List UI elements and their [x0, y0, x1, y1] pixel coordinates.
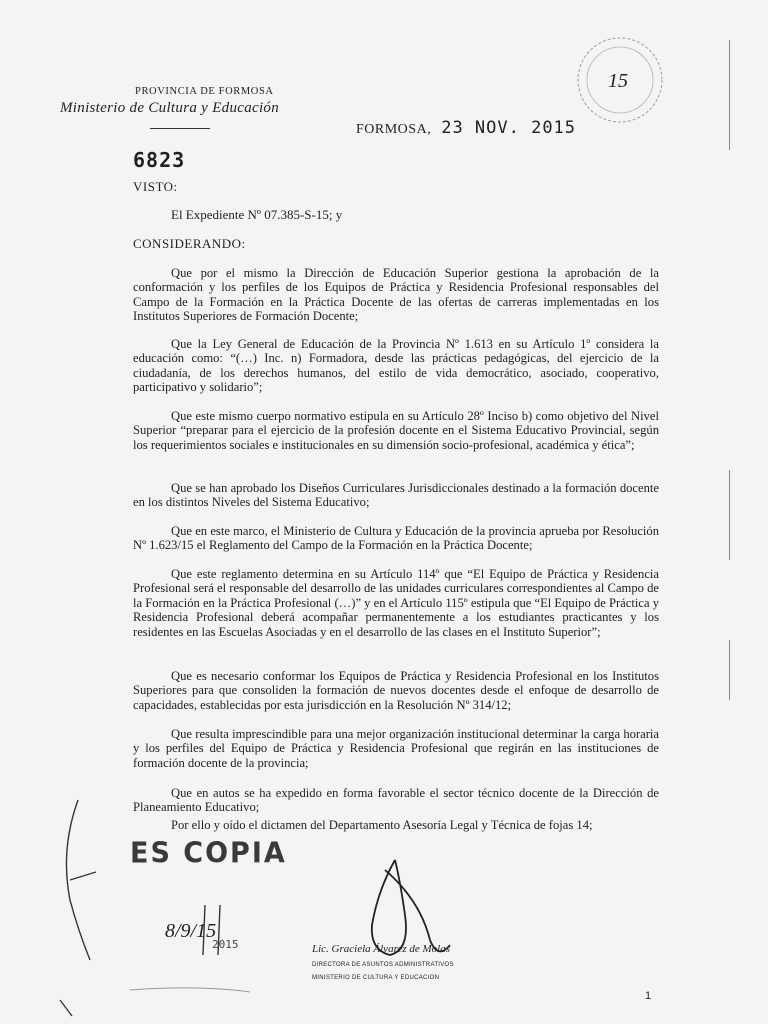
signatory-name: Lic. Graciela Álvarez de Molas: [312, 943, 450, 955]
considerando-paragraph: Que en autos se ha expedido en forma favorable el sector técnico docente de la Dirección de Planeamiento Educativo;: [133, 786, 659, 815]
document-number: 6823: [133, 148, 186, 172]
considerando-paragraph: Que la Ley General de Educación de la Provincia Nº 1.613 en su Artículo 1º considera la educación como: “(…) Inc. n) Formadora, desde las prácticas pedagógicas, del ejercicio de la ciudadanía, de los derechos humanos, del estilo de vida democrático, asociado, cooperativo, participativo y solidario”;: [133, 337, 659, 395]
header-province: PROVINCIA DE FORMOSA: [135, 86, 274, 97]
considerando-paragraph: Que por el mismo la Dirección de Educación Superior gestiona la aprobación de la conformación y los perfiles de los Equipos de Práctica y Residencia Profesional responsables del Campo de la Formación en la Práctica Docente de las ofertas de carreras implementadas en los Institutos Superiores de Formación Docente;: [133, 266, 659, 324]
considerando-paragraph: Que resulta imprescindible para una mejor organización institucional determinar la carga horaria y los perfiles del Equipo de Práctica y Residencia Profesional que regirán en las instituciones de formación docente de la provincia;: [133, 727, 659, 770]
visto-text: El Expediente Nº 07.385-S-15; y: [171, 207, 343, 222]
considerando-paragraph: Que en este marco, el Ministerio de Cultura y Educación de la provincia aprueba por Resolución Nº 1.623/15 el Reglamento del Campo de la Formación en la Práctica Docente;: [133, 524, 659, 553]
signatory-role: DIRECTORA DE ASUNTOS ADMINISTRATIVOS: [312, 962, 454, 968]
small-date-stamp: 2015: [212, 938, 239, 951]
considerando-paragraph: Que es necesario conformar los Equipos de Práctica y Residencia Profesional en los Institutos Superiores para que consoliden la formación de nuevos docentes desde el enfoque de desarrollo de capacidades, establecidas por esta jurisdicción en la Resolución Nº 314/12;: [133, 669, 659, 712]
considerando-heading: CONSIDERANDO:: [133, 236, 246, 251]
date-city: FORMOSA,: [356, 122, 432, 137]
considerando-paragraph: Por ello y oído el dictamen del Departamento Asesoría Legal y Técnica de fojas 14;: [171, 818, 593, 832]
visto-heading: VISTO:: [133, 179, 178, 194]
copy-stamp: ES COPIA: [130, 837, 287, 870]
considerando-paragraph: Que se han aprobado los Diseños Curriculares Jurisdiccionales destinado a la formación docente en los distintos Niveles del Sistema Educativo;: [133, 481, 659, 510]
signatory-ministry: MINISTERIO DE CULTURA Y EDUCACION: [312, 975, 440, 981]
header-ministry: Ministerio de Cultura y Educación: [60, 100, 280, 116]
considerando-paragraph: Que este reglamento determina en su Artículo 114º que “El Equipo de Práctica y Residencia Profesional será el responsable del desarrollo de las unidades curriculares correspondientes al Campo de la Formación en la Práctica Profesional (…)” y en el Artículo 115º estipula que “El Equipo de Práctica y Residencia Profesional deberá acompañar permanentemente a los estudiantes practicantes y los residentes en las Escuelas Asociadas y en el desarrollo de las clases en el Instituto Superior”;: [133, 567, 659, 639]
considerando-paragraph: Que este mismo cuerpo normativo estipula en su Artículo 28º Inciso b) como objetivo del Nivel Superior “preparar para el ejercicio de la profesión docente en el Sistema Educativo Provincial, según los requerimientos sociales e institucionales en su dimensión socio-profesional, académica y ética”;: [133, 409, 659, 452]
folio-number: 15: [608, 70, 628, 92]
page-number: 1: [645, 990, 652, 1002]
date-stamp: 23 NOV. 2015: [441, 118, 577, 138]
handwritten-date: 8/9/15: [165, 920, 217, 942]
